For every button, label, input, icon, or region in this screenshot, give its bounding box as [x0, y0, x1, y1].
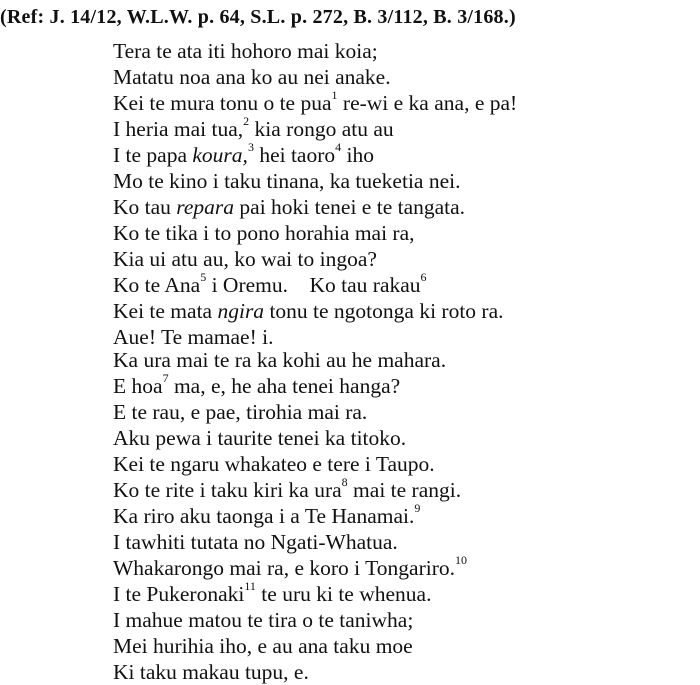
- verse-text: Aue! Te mamae! i.: [113, 325, 274, 349]
- verse-line: [113, 298, 517, 324]
- verse-line: [113, 139, 517, 168]
- verse-line: [113, 399, 467, 425]
- verse-line: [113, 269, 517, 298]
- verse-text: re-wi e ka ana, e pa!: [337, 91, 518, 115]
- verse-text: I heria mai tua,: [113, 117, 244, 141]
- footnote-marker: 10: [454, 552, 467, 567]
- verse-text: E te rau, e pae, tirohia mai ra.: [113, 400, 368, 424]
- footnote-marker: 1: [331, 87, 338, 102]
- verse-text: tonu te ngotonga ki roto ra.: [264, 299, 504, 323]
- verse-text: I mahue matou te tira o te taniwha;: [113, 608, 414, 632]
- footnote-marker: 7: [162, 370, 169, 385]
- verse-text: Ko te rite i taku kiri ka ura: [113, 478, 342, 502]
- verse-line: [113, 659, 467, 685]
- verse-line: [113, 38, 517, 64]
- verse-text: Kia ui atu au, ko wai to ingoa?: [113, 247, 377, 271]
- verse-line: [113, 529, 467, 555]
- verse-text: Kei te ngaru whakateo e tere i Taupo.: [113, 452, 435, 476]
- verse-italic: ngira: [217, 299, 265, 323]
- verse-text: ma, e, he aha tenei hanga?: [168, 374, 401, 398]
- verse-text: Whakarongo mai ra, e koro i Tongariro.: [113, 556, 455, 580]
- verse-italic: repara: [176, 195, 235, 219]
- verse-text: Ka ura mai te ra ka kohi au he mahara.: [113, 348, 447, 372]
- verse-line: [113, 168, 517, 194]
- footnote-marker: 2: [243, 113, 250, 128]
- verse-line: [113, 220, 517, 246]
- footnote-marker: 5: [200, 269, 207, 284]
- verse-line: [113, 246, 517, 272]
- verse-line: [113, 194, 517, 220]
- footnote-marker: 11: [244, 578, 256, 593]
- footnote-marker: 3: [247, 139, 254, 154]
- verse-text: Kei te mata: [113, 299, 218, 323]
- verse-text: I te Pukeronaki: [113, 582, 245, 606]
- verse-text: Ko te Ana: [113, 273, 201, 297]
- verse-text: hei taoro: [253, 143, 336, 167]
- verse-text: Aku pewa i taurite tenei ka titoko.: [113, 426, 407, 450]
- verse-text: Mei hurihia iho, e au ana taku moe: [113, 634, 413, 658]
- verse-line: [113, 113, 517, 142]
- verse-line: [113, 451, 467, 477]
- verse-line: [113, 633, 467, 659]
- verse-text: Ki taku makau tupu, e.: [113, 660, 309, 684]
- verse-text: i Oremu. Ko tau rakau: [206, 273, 421, 297]
- verse-line: [113, 500, 467, 529]
- stanza-2: [113, 347, 467, 685]
- verse-text: Matatu noa ana ko au nei anake.: [113, 65, 391, 89]
- footnote-marker: 8: [341, 474, 348, 489]
- verse-line: [113, 87, 518, 116]
- verse-line: [113, 64, 517, 90]
- verse-text: Ko te tika i to pono horahia mai ra,: [113, 221, 415, 245]
- verse-line: [113, 552, 467, 581]
- verse-line: [113, 425, 467, 451]
- verse-line: [113, 347, 467, 373]
- footnote-marker: 4: [335, 139, 342, 154]
- footnote-marker: 9: [414, 500, 421, 515]
- footnote-marker: 6: [420, 269, 427, 284]
- verse-text: Kei te mura tonu o te pua: [113, 91, 332, 115]
- verse-text: pai hoki tenei e te tangata.: [234, 195, 466, 219]
- stanza-1: [113, 38, 517, 350]
- verse-text: Tera te ata iti hohoro mai koia;: [113, 39, 378, 63]
- verse-line: [113, 578, 467, 607]
- verse-text: Mo te kino i taku tinana, ka tueketia nei.: [113, 169, 461, 193]
- verse-line: [113, 474, 467, 503]
- verse-text: iho: [341, 143, 374, 167]
- verse-line: [113, 370, 467, 399]
- verse-italic: koura,: [192, 143, 248, 167]
- verse-text: E hoa: [113, 374, 163, 398]
- verse-text: I te papa: [113, 143, 193, 167]
- verse-text: te uru ki te whenua.: [255, 582, 432, 606]
- reference-line: (Ref: J. 14/12, W.L.W. p. 64, S.L. p. 272, B. 3/112, B. 3/168.): [0, 6, 516, 28]
- verse-text: mai te rangi.: [347, 478, 462, 502]
- verse-text: Ka riro aku taonga i a Te Hanamai.: [113, 504, 415, 528]
- verse-text: kia rongo atu au: [249, 117, 394, 141]
- verse-text: Ko tau: [113, 195, 177, 219]
- verse-line: [113, 607, 467, 633]
- verse-text: I tawhiti tutata no Ngati-Whatua.: [113, 530, 398, 554]
